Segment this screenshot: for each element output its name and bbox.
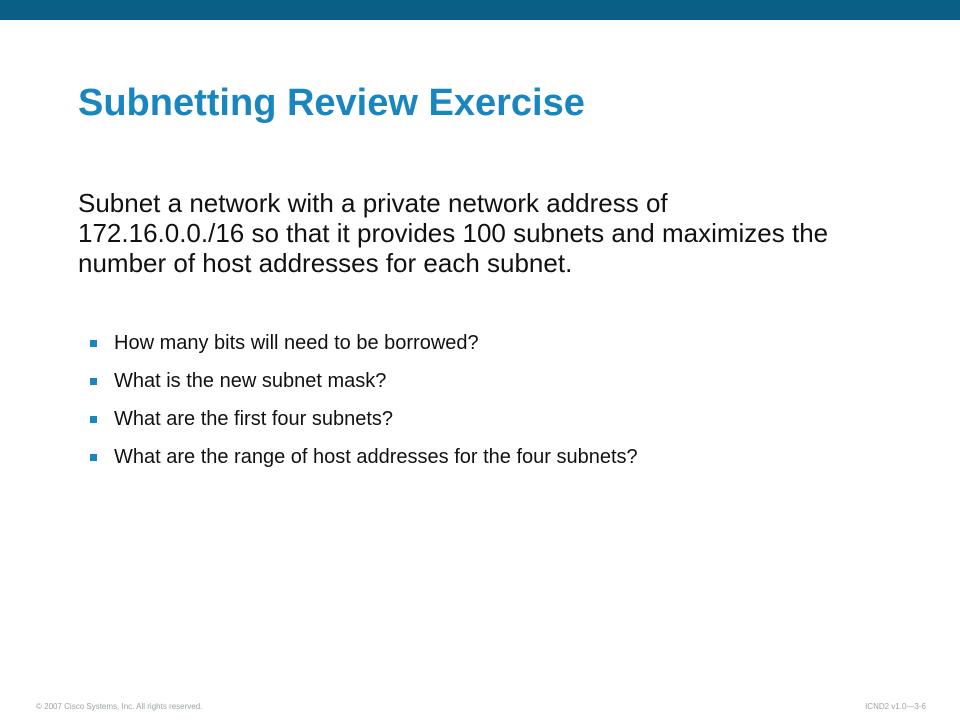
list-item-text: How many bits will need to be borrowed? [114,331,479,354]
top-band [0,0,960,20]
square-bullet-icon [90,454,97,461]
list-item-text: What are the first four subnets? [114,407,394,430]
list-item-text: What are the range of host addresses for the four subnets? [114,445,638,468]
question-list [90,331,638,483]
square-bullet-icon [90,340,97,347]
list-item [90,369,638,393]
intro-paragraph: Subnet a network with a private network address of 172.16.0.0./16 so that it provides 100 subnets and maximizes the number of host addresses for each subnet. [78,188,829,278]
list-item [90,331,638,355]
footer-copyright: © 2007 Cisco Systems, Inc. All rights reserved. [36,702,203,711]
list-item-text: What is the new subnet mask? [114,369,387,392]
square-bullet-icon [90,378,97,385]
slide-title: Subnetting Review Exercise [78,82,585,124]
list-item [90,407,638,431]
list-item [90,445,638,469]
square-bullet-icon [90,416,97,423]
footer-course-code: ICND2 v1.0—3-6 [865,702,926,711]
